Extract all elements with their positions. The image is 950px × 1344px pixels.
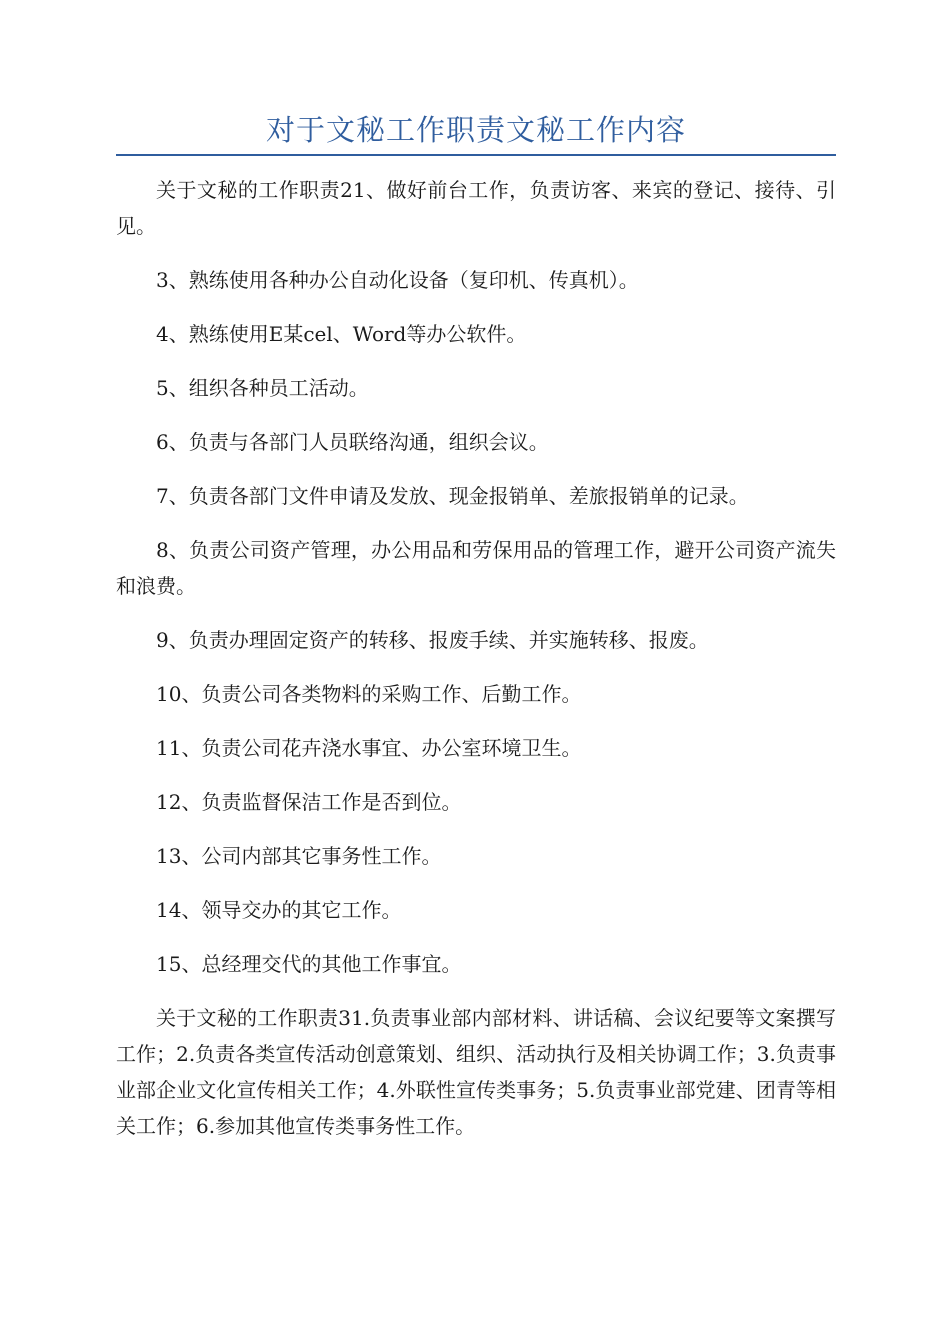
paragraph-10: 11、负责公司花卉浇水事宜、办公室环境卫生。	[156, 736, 582, 760]
title-underline	[116, 154, 836, 156]
paragraph-4: 5、组织各种员工活动。	[156, 376, 369, 400]
document-title: 对于文秘工作职责文秘工作内容	[265, 113, 686, 147]
paragraph-5: 6、负责与各部门人员联络沟通，组织会议。	[156, 430, 549, 454]
paragraph-11: 12、负责监督保洁工作是否到位。	[156, 790, 462, 814]
paragraph-13: 14、领导交办的其它工作。	[156, 898, 402, 922]
paragraph-1: 关于文秘的工作职责21、做好前台工作，负责访客、来宾的登记、接待、引见。	[116, 178, 836, 238]
paragraph-15: 关于文秘的工作职责31.负责事业部内部材料、讲话稿、会议纪要等文案撰写工作；2.负责各类宣传活动创意策划、组织、活动执行及相关协调工作；3.负责事业部企业文化宣传相关工作；4.外联性宣传类事务；5.负责事业部党建、团青等相关工作；6.参加其他宣传类事务性工作。	[116, 1006, 836, 1138]
paragraph-8: 9、负责办理固定资产的转移、报废手续、并实施转移、报废。	[156, 628, 709, 652]
paragraph-3: 4、熟练使用E某cel、Word等办公软件。	[156, 322, 527, 346]
paragraph-6: 7、负责各部门文件申请及发放、现金报销单、差旅报销单的记录。	[156, 484, 749, 508]
paragraph-12: 13、公司内部其它事务性工作。	[156, 844, 442, 868]
paragraph-2: 3、熟练使用各种办公自动化设备（复印机、传真机）。	[156, 268, 639, 292]
paragraph-9: 10、负责公司各类物料的采购工作、后勤工作。	[156, 682, 582, 706]
document-body	[116, 172, 836, 1162]
paragraph-7: 8、负责公司资产管理，办公用品和劳保用品的管理工作，避开公司资产流失和浪费。	[116, 538, 836, 598]
paragraph-14: 15、总经理交代的其他工作事宜。	[156, 952, 462, 976]
